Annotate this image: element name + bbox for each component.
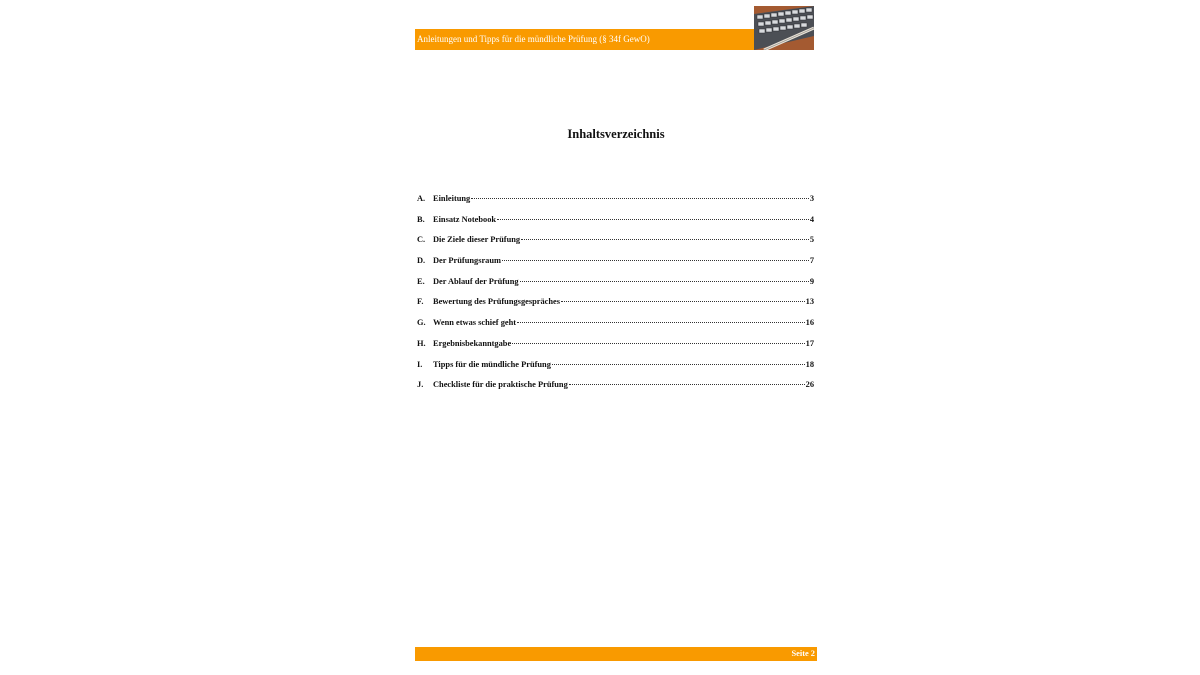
toc-entry-letter: H. [417,338,426,348]
toc-entry-page: 13 [805,297,814,307]
toc-entry-page: 18 [805,359,814,369]
toc-entry-title: Der Prüfungsraum [433,256,502,266]
toc-entry-page: 7 [809,256,814,266]
toc-dot-leader [497,219,809,220]
toc-entry[interactable] [417,215,814,236]
toc-dot-leader [502,260,809,261]
toc-entry-title: Einsatz Notebook [433,214,497,224]
toc-entry[interactable] [417,297,814,318]
toc-list [417,194,814,401]
toc-entry[interactable] [417,235,814,256]
toc-entry-letter: A. [417,194,426,203]
toc-entry-letter: G. [417,318,426,328]
toc-entry-letter: B. [417,214,425,224]
toc-entry[interactable] [417,194,814,215]
document-page [415,0,817,675]
toc-entry-letter: F. [417,297,424,307]
toc-entry-letter: E. [417,276,425,286]
toc-entry-title: Checkliste für die praktische Prüfung [433,380,568,390]
toc-entry[interactable] [417,339,814,360]
toc-entry[interactable] [417,318,814,339]
toc-entry-letter: J. [417,380,424,390]
toc-dot-leader [561,301,805,302]
toc-entry[interactable] [417,360,814,381]
toc-dot-leader [569,384,805,385]
toc-entry-title: Tipps für die mündliche Prüfung [433,359,551,369]
toc-title: Inhaltsverzeichnis [567,127,665,141]
toc-dot-leader [552,364,805,365]
toc-entry-title: Die Ziele dieser Prüfung [433,235,521,245]
toc-entry-title: Wenn etwas schief geht [433,318,517,328]
toc-entry[interactable] [417,380,814,401]
header-photo [754,6,814,50]
toc-dot-leader [512,343,804,344]
toc-dot-leader [521,239,809,240]
header-title: Anleitungen und Tipps für die mündliche Prüfung (§ 34f GewO) [417,34,650,44]
toc-entry-page: 16 [805,318,814,328]
header-band [415,29,754,50]
toc-entry-letter: C. [417,235,426,245]
keyboard-pen-image [754,6,814,50]
toc-entry-title: Bewertung des Prüfungsgespräches [433,297,561,307]
toc-dot-leader [517,322,805,323]
toc-entry-page: 17 [805,338,814,348]
toc-entry-title: Ergebnisbekanntgabe [433,338,512,348]
toc-entry-page: 26 [805,380,814,390]
toc-entry[interactable] [417,277,814,298]
toc-entry-letter: I. [417,359,423,369]
toc-entry[interactable] [417,256,814,277]
toc-entry-page: 9 [809,276,814,286]
toc-entry-page: 3 [809,194,814,203]
toc-dot-leader [520,281,809,282]
toc-dot-leader [471,198,809,199]
footer-band [415,647,817,661]
page-number: Seite 2 [791,649,815,658]
toc-entry-title: Einleitung [433,194,471,203]
toc-entry-letter: D. [417,256,426,266]
toc-entry-page: 4 [809,214,814,224]
toc-entry-page: 5 [809,235,814,245]
toc-entry-title: Der Ablauf der Prüfung [433,276,519,286]
